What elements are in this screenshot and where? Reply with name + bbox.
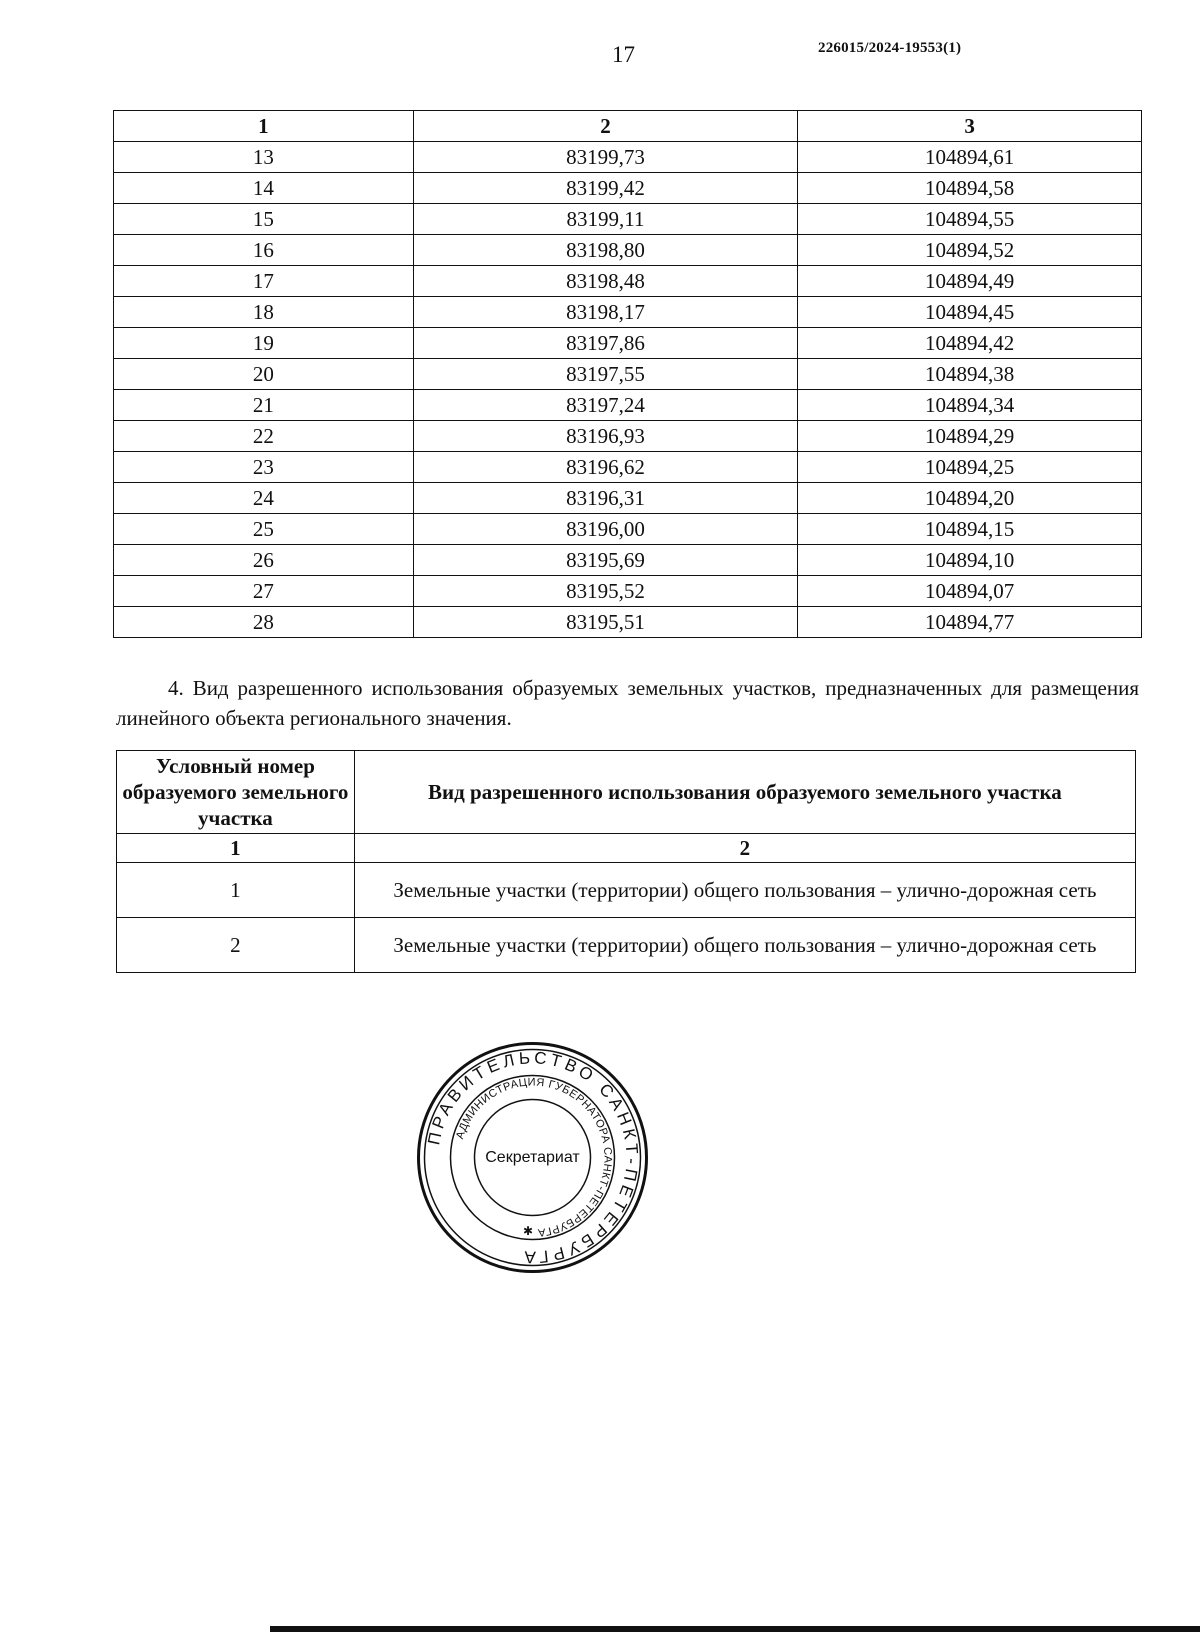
coordinate-x: 83198,80 — [413, 235, 798, 266]
point-number: 16 — [114, 235, 414, 266]
point-number: 20 — [114, 359, 414, 390]
land-plot-number: 2 — [117, 918, 355, 973]
table-row — [114, 173, 1142, 204]
coordinate-x: 83197,24 — [413, 390, 798, 421]
land-use-type: Земельные участки (территории) общего пользования – улично-дорожная сеть — [354, 918, 1135, 973]
coords-header-cell: 1 — [114, 111, 414, 142]
point-number: 27 — [114, 576, 414, 607]
coordinate-y: 104894,15 — [798, 514, 1142, 545]
page-number: 17 — [612, 42, 635, 67]
coordinate-y: 104894,52 — [798, 235, 1142, 266]
coordinate-x: 83195,51 — [413, 607, 798, 638]
point-number: 17 — [114, 266, 414, 297]
coordinate-y: 104894,34 — [798, 390, 1142, 421]
land-use-header-cell: Условный номер образуемого земельного участка — [117, 751, 355, 834]
coordinate-y: 104894,10 — [798, 545, 1142, 576]
coordinate-x: 83198,17 — [413, 297, 798, 328]
land-use-number-cell: 2 — [354, 834, 1135, 863]
stamp-center-text: Секретариат — [485, 1149, 580, 1166]
page-bottom-edge — [270, 1626, 1200, 1632]
table-row — [114, 545, 1142, 576]
table-row — [114, 483, 1142, 514]
table-row — [114, 452, 1142, 483]
coords-header-cell: 3 — [798, 111, 1142, 142]
table-row — [114, 514, 1142, 545]
land-use-table — [116, 750, 1136, 973]
coordinate-y: 104894,20 — [798, 483, 1142, 514]
coordinate-y: 104894,25 — [798, 452, 1142, 483]
coordinate-x: 83199,11 — [413, 204, 798, 235]
table-row — [114, 421, 1142, 452]
coords-header-row — [114, 111, 1142, 142]
coordinate-x: 83196,31 — [413, 483, 798, 514]
coordinate-y: 104894,49 — [798, 266, 1142, 297]
point-number: 18 — [114, 297, 414, 328]
coords-table-body — [114, 142, 1142, 638]
point-number: 24 — [114, 483, 414, 514]
coordinate-y: 104894,45 — [798, 297, 1142, 328]
point-number: 28 — [114, 607, 414, 638]
table-row — [114, 142, 1142, 173]
point-number: 13 — [114, 142, 414, 173]
point-number: 15 — [114, 204, 414, 235]
coordinate-x: 83199,42 — [413, 173, 798, 204]
point-number: 25 — [114, 514, 414, 545]
stamp-inner-text: АДМИНИСТРАЦИЯ ГУБЕРНАТОРА САНКТ-ПЕТЕРБУРГА — [454, 1076, 614, 1239]
coordinate-x: 83195,69 — [413, 545, 798, 576]
table-row — [114, 266, 1142, 297]
coordinate-x: 83199,73 — [413, 142, 798, 173]
land-use-number-row — [117, 834, 1136, 863]
point-number: 23 — [114, 452, 414, 483]
coordinate-y: 104894,77 — [798, 607, 1142, 638]
table-row — [114, 328, 1142, 359]
land-use-number-cell: 1 — [117, 834, 355, 863]
coordinate-y: 104894,42 — [798, 328, 1142, 359]
table-row — [114, 576, 1142, 607]
point-number: 26 — [114, 545, 414, 576]
coordinate-y: 104894,61 — [798, 142, 1142, 173]
table-row — [117, 863, 1136, 918]
point-number: 21 — [114, 390, 414, 421]
coordinate-x: 83195,52 — [413, 576, 798, 607]
coordinate-x: 83197,86 — [413, 328, 798, 359]
coordinate-y: 104894,58 — [798, 173, 1142, 204]
land-use-header-cell: Вид разрешенного использования образуемого земельного участка — [354, 751, 1135, 834]
document-id: 226015/2024-19553(1) — [818, 40, 962, 56]
section-4-paragraph: 4. Вид разрешенного использования образуемых земельных участков, предназначенных для размещения линейного объекта регионального значения. — [116, 676, 1139, 730]
table-row — [114, 390, 1142, 421]
coordinate-x: 83196,00 — [413, 514, 798, 545]
table-row — [114, 359, 1142, 390]
table-row — [117, 918, 1136, 973]
point-number: 14 — [114, 173, 414, 204]
stamp-outer-text: ПРАВИТЕЛЬСТВО САНКТ-ПЕТЕРБУРГА — [424, 1048, 642, 1267]
land-use-header-row — [117, 751, 1136, 834]
coordinate-y: 104894,07 — [798, 576, 1142, 607]
table-row — [114, 607, 1142, 638]
coordinates-table — [113, 110, 1142, 638]
land-use-type: Земельные участки (территории) общего пользования – улично-дорожная сеть — [354, 863, 1135, 918]
coordinate-y: 104894,38 — [798, 359, 1142, 390]
table-row — [114, 204, 1142, 235]
coordinate-x: 83196,93 — [413, 421, 798, 452]
official-seal-stamp — [415, 1040, 650, 1275]
point-number: 19 — [114, 328, 414, 359]
table-row — [114, 235, 1142, 266]
table-row — [114, 297, 1142, 328]
coords-header-cell: 2 — [413, 111, 798, 142]
coordinate-x: 83197,55 — [413, 359, 798, 390]
stamp-star-icon: ✱ — [523, 1224, 534, 1238]
coordinate-y: 104894,55 — [798, 204, 1142, 235]
coordinate-y: 104894,29 — [798, 421, 1142, 452]
point-number: 22 — [114, 421, 414, 452]
coordinate-x: 83196,62 — [413, 452, 798, 483]
coordinate-x: 83198,48 — [413, 266, 798, 297]
land-plot-number: 1 — [117, 863, 355, 918]
